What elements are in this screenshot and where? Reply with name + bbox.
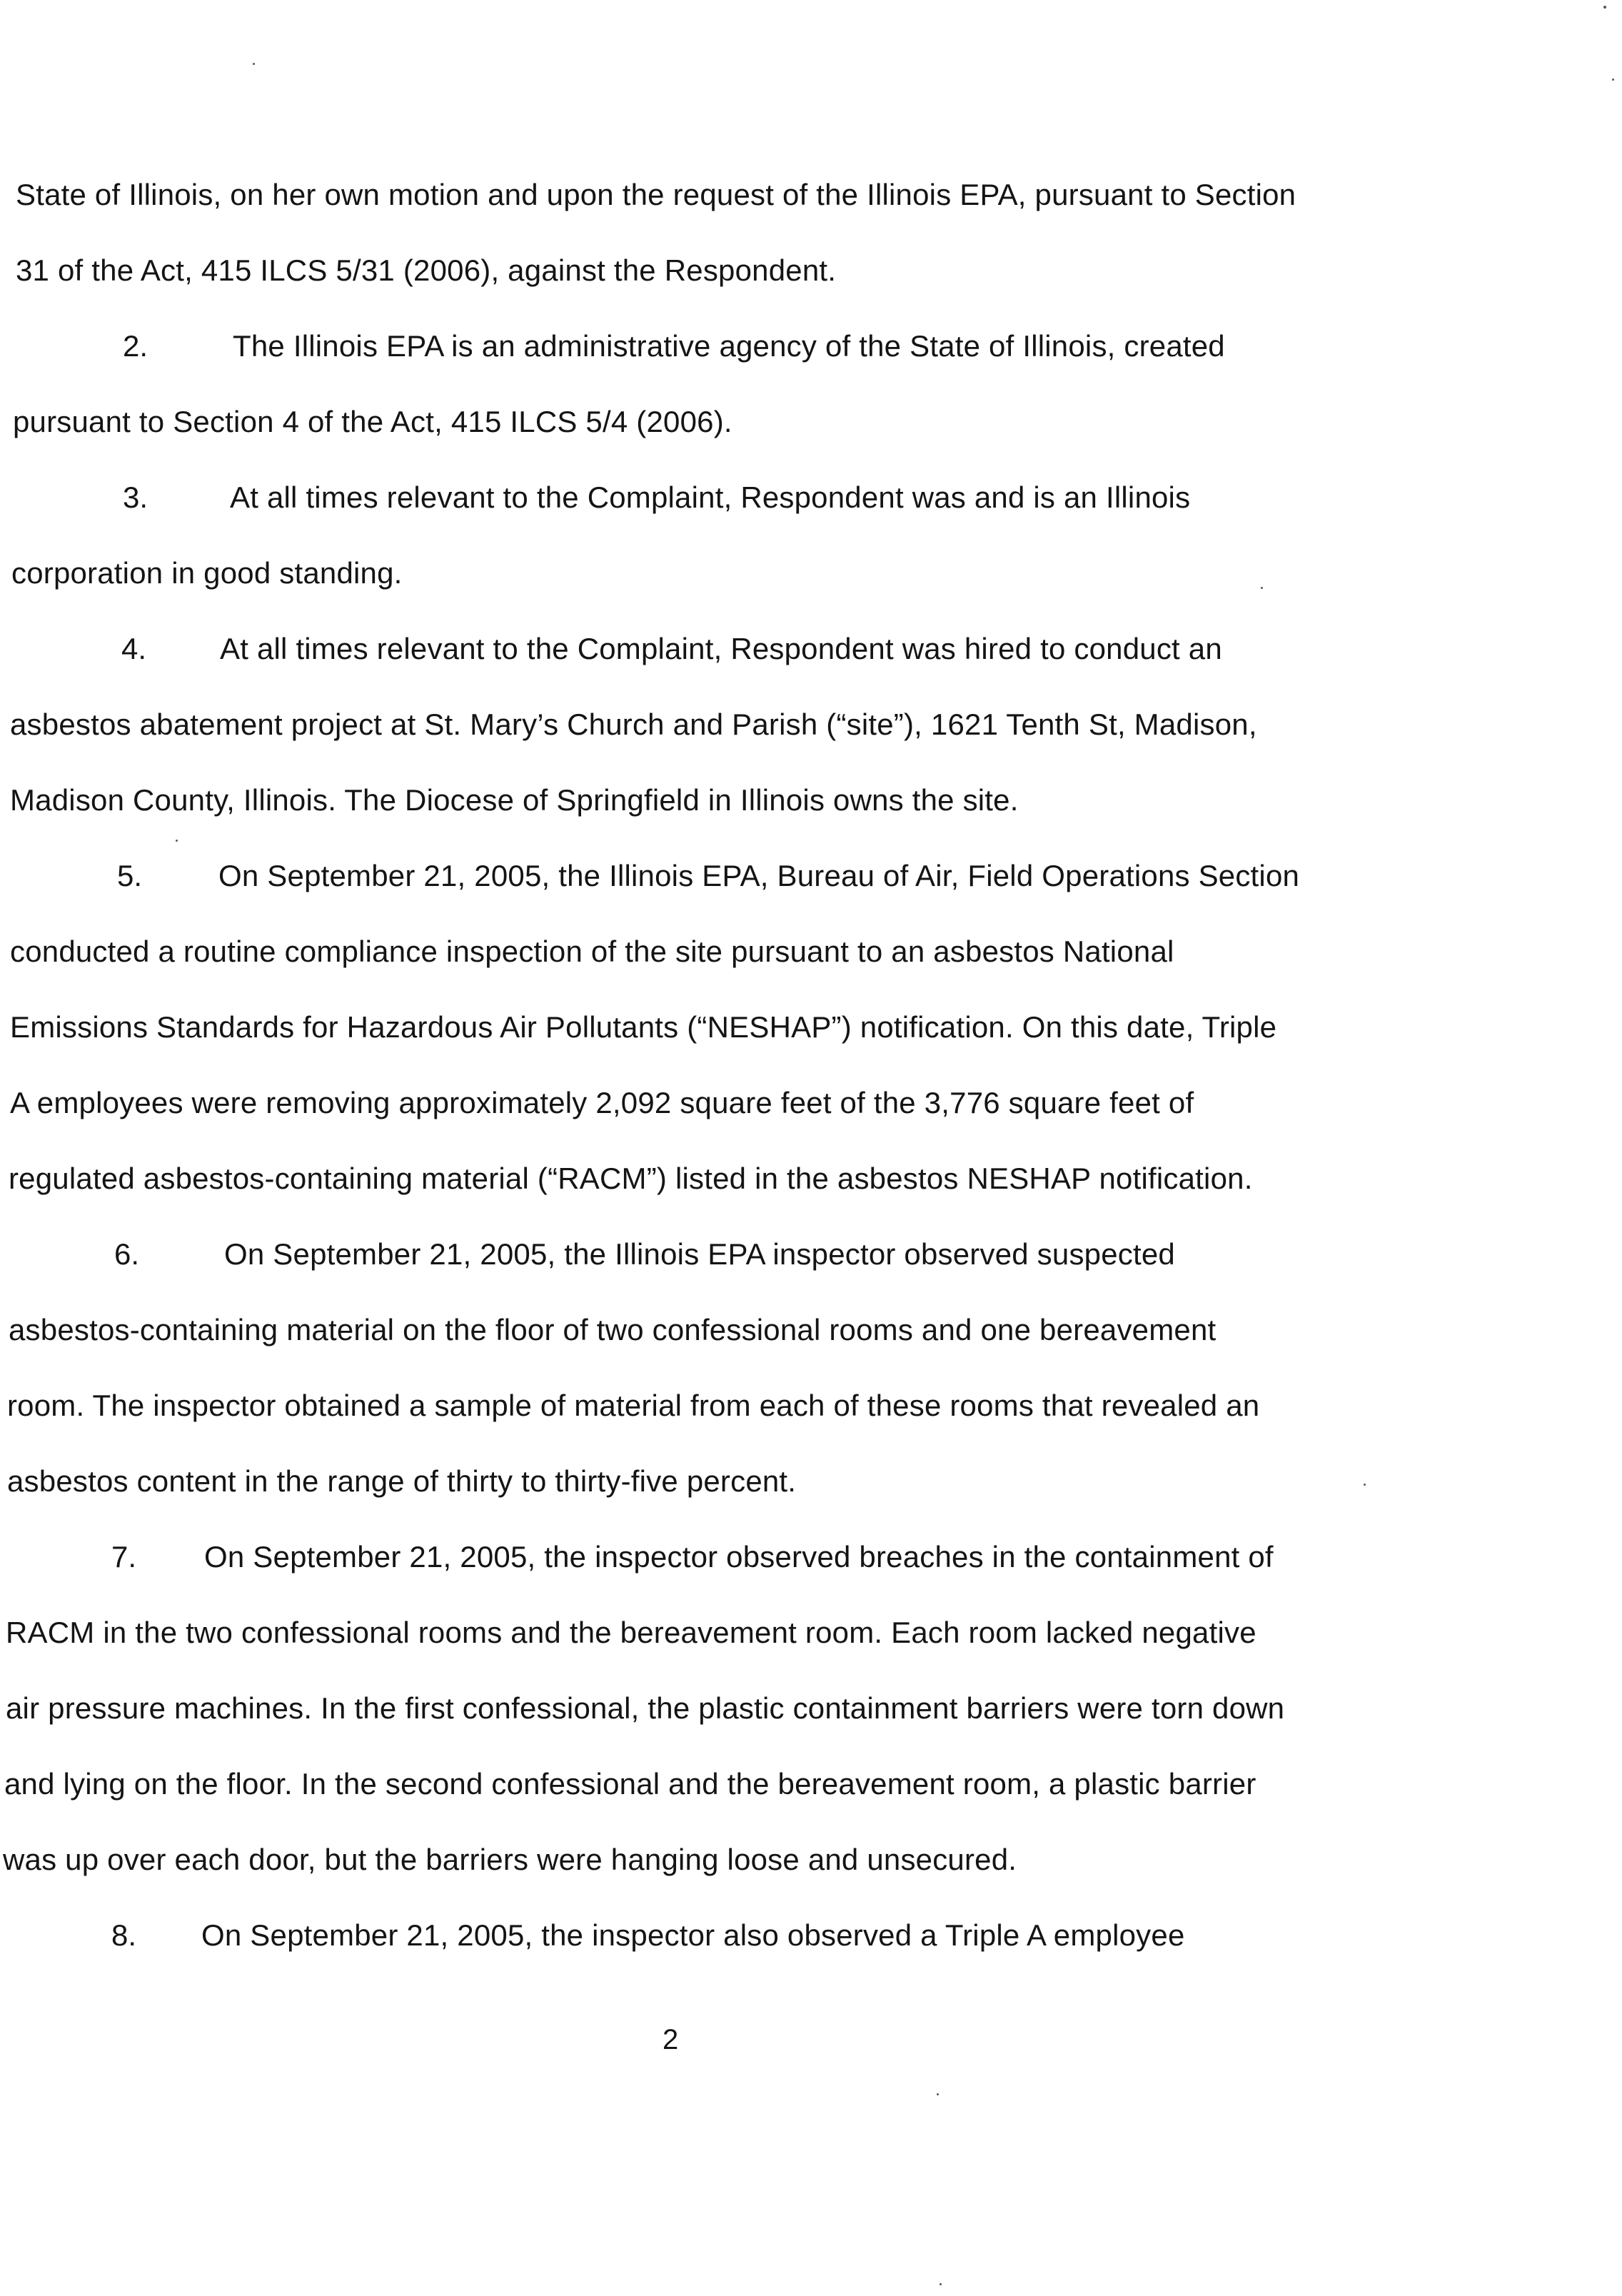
paragraph-number: 3. bbox=[123, 480, 148, 514]
text-line: regulated asbestos-containing material (“RACM”) listed in the asbestos NESHAP notification. bbox=[9, 1162, 1253, 1195]
scan-speck bbox=[1364, 1484, 1366, 1486]
scan-speck bbox=[253, 63, 255, 65]
text-line: Madison County, Illinois. The Diocese of Springfield in Illinois owns the site. bbox=[10, 783, 1019, 817]
text-line: 31 of the Act, 415 ILCS 5/31 (2006), against the Respondent. bbox=[16, 253, 837, 287]
page-number: 2 bbox=[663, 2024, 679, 2055]
text-line: The Illinois EPA is an administrative agency of the State of Illinois, created bbox=[233, 329, 1225, 363]
text-line: State of Illinois, on her own motion and upon the request of the Illinois EPA, pursuant to Section bbox=[16, 178, 1296, 211]
paragraph-number: 5. bbox=[117, 859, 143, 892]
paragraph-number: 8. bbox=[111, 1918, 137, 1952]
text-line: asbestos content in the range of thirty to thirty-five percent. bbox=[7, 1464, 797, 1498]
paragraph-number: 7. bbox=[111, 1540, 137, 1574]
text-line: On September 21, 2005, the Illinois EPA, Bureau of Air, Field Operations Section bbox=[218, 859, 1300, 892]
text-line: On September 21, 2005, the inspector also observed a Triple A employee bbox=[201, 1918, 1185, 1952]
scan-speck bbox=[1603, 6, 1606, 9]
scan-speck bbox=[937, 2093, 939, 2095]
text-line: asbestos abatement project at St. Mary’s Church and Parish (“site”), 1621 Tenth St, Madison, bbox=[10, 708, 1257, 741]
text-line: air pressure machines. In the first confessional, the plastic containment barriers were torn down bbox=[6, 1691, 1285, 1725]
text-line: corporation in good standing. bbox=[11, 556, 403, 590]
paragraph-number: 4. bbox=[121, 632, 147, 665]
scan-speck bbox=[1612, 79, 1614, 81]
scan-speck bbox=[1261, 587, 1263, 589]
paragraph-number: 2. bbox=[123, 329, 148, 363]
text-line: At all times relevant to the Complaint, Respondent was and is an Illinois bbox=[230, 480, 1191, 514]
text-line: asbestos-containing material on the floor of two confessional rooms and one bereavement bbox=[9, 1313, 1216, 1346]
text-line: conducted a routine compliance inspection of the site pursuant to an asbestos National bbox=[10, 935, 1174, 968]
text-line: was up over each door, but the barriers were hanging loose and unsecured. bbox=[3, 1843, 1017, 1876]
paragraph-number: 6. bbox=[114, 1237, 140, 1271]
text-line: and lying on the floor. In the second confessional and the bereavement room, a plastic barrier bbox=[4, 1767, 1256, 1801]
text-line: pursuant to Section 4 of the Act, 415 ILCS 5/4 (2006). bbox=[13, 405, 732, 438]
text-line: On September 21, 2005, the inspector observed breaches in the containment of bbox=[204, 1540, 1274, 1574]
text-line: Emissions Standards for Hazardous Air Pollutants (“NESHAP”) notification. On this date, Triple bbox=[10, 1010, 1277, 1044]
scan-speck bbox=[940, 2283, 942, 2285]
text-line: At all times relevant to the Complaint, Respondent was hired to conduct an bbox=[220, 632, 1222, 665]
text-line: RACM in the two confessional rooms and the bereavement room. Each room lacked negative bbox=[6, 1616, 1256, 1649]
scan-speck bbox=[176, 840, 178, 842]
text-line: On September 21, 2005, the Illinois EPA inspector observed suspected bbox=[224, 1237, 1175, 1271]
text-line: room. The inspector obtained a sample of material from each of these rooms that revealed an bbox=[7, 1389, 1260, 1422]
text-line: A employees were removing approximately 2,092 square feet of the 3,776 square feet of bbox=[10, 1086, 1194, 1119]
